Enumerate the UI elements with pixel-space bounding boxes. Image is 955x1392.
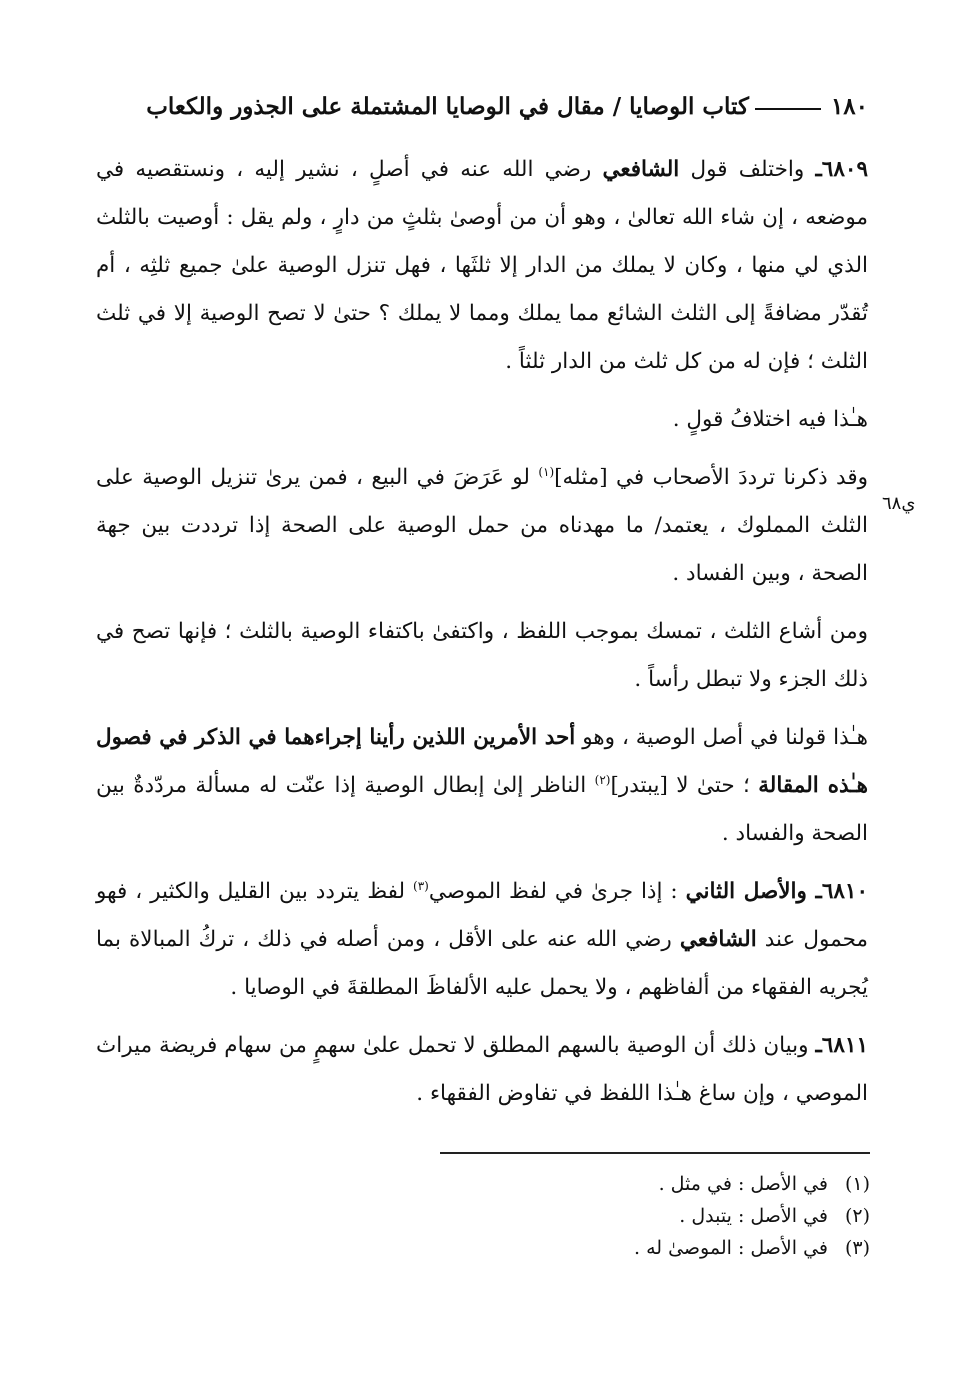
paragraph-number: ٦٨١١ـ (815, 1033, 868, 1058)
footnote-key: (٢) (844, 1205, 870, 1227)
footnote-ref-2[interactable]: (٢) (594, 772, 611, 787)
paragraph-6810 (96, 868, 868, 1012)
text-span: : إذا جرىٰ في لفظ الموصي (428, 879, 686, 904)
footnote-divider (440, 1152, 870, 1154)
paragraph-ishaa: ومن أشاع الثلث ، تمسك بموجب اللفظ ، واكتفىٰ باكتفاء الوصية بالثلث ؛ فإنها تصح في ذلك الجزء ولا تبطل رأساً . (96, 619, 868, 692)
paragraph-6809 (96, 146, 868, 386)
main-text (96, 146, 868, 1128)
bold-heading: والأصل الثاني (685, 879, 816, 904)
text-span: الناظر إلىٰ إبطال الوصية إذا عنّت له مسألة مردّدةٌ بين الصحة والفساد . (96, 773, 868, 846)
text-span: هـٰذا قولنا في أصل الوصية ، وهو (575, 725, 868, 750)
footnote-ref-3[interactable]: (٣) (413, 878, 429, 893)
margin-folio-note: ي٦٨ (882, 493, 916, 514)
footnote-item (440, 1232, 870, 1264)
running-header (92, 86, 868, 126)
text-span: ؛ حتىٰ لا [يبتدر] (610, 773, 759, 798)
bold-phrase: أحد الأمرين اللذين رأينا إجراءهما في الذكر في فصول هـٰذه المقالة (96, 725, 868, 798)
text-span: وقد ذكرنا ترددَ الأصحاب في [مثله] (554, 465, 868, 490)
footnotes (440, 1168, 870, 1264)
footnote-item (440, 1200, 870, 1232)
bold-term: الشافعي (679, 927, 757, 952)
text-span: لو عَرَضَ في البيع ، فمن يرىٰ تنزيل الوصية على الثلث المملوك ، يعتمد/ ما مهدناه من حمل الوصية على الصحة إذا ترددت بين جهة الصحة ، وبين الفساد . (96, 465, 868, 586)
footnote-text: في الأصل : الموصىٰ له . (633, 1237, 828, 1259)
paragraph-6811 (96, 1022, 868, 1118)
footnote-ref-1[interactable]: (١) (538, 464, 555, 479)
footnote-item (440, 1168, 870, 1200)
paragraph-number: ٦٨١٠ـ (815, 879, 869, 904)
footnote-text: في الأصل : يتبدل . (679, 1205, 828, 1227)
paragraph-asl (96, 714, 868, 858)
footnote-key: (٣) (844, 1237, 870, 1259)
text-span: لفظ يتردد بين القليل والكثير ، فهو محمول عند (96, 879, 868, 952)
bold-term: الشافعي (602, 157, 680, 182)
footnote-key: (١) (844, 1173, 870, 1195)
paragraph-number: ٦٨٠٩ـ (815, 157, 868, 182)
text-span: واختلف قول (679, 157, 816, 182)
footnote-text: في الأصل : في مثل . (658, 1173, 828, 1195)
header-title: كتاب الوصايا / مقال في الوصايا المشتملة على الجذور والكعاب (146, 92, 749, 120)
text-span: رضي الله عنه على الأقل ، ومن أصله في ذلك ، تركُ المبالاة بما يُجريه الفقهاء من ألفاظهم ، ولا يحمل عليه الألفاظَ المطلقةَ في الوصايا . (96, 927, 868, 1000)
page-number: ١٨٠ (830, 92, 868, 120)
header-rule (755, 108, 821, 110)
paragraph-ashab (96, 454, 868, 598)
text-span: رضي الله عنه في أصلٍ ، نشير إليه ، ونستقصيه في موضعه ، إن شاء الله تعالىٰ ، وهو أن من أوصىٰ بثلثٍ من دارٍ ، ولم يقل : أوصيت بالثلث الذي لي منها ، وكان لا يملك من الدار إلا ثلثَها ، فهل تنزل الوصية علىٰ جميع ثلثِه ، أم تُقدّر مضافةً إلى الثلث الشائع مما يملك ومما لا يملك ؟ حتىٰ لا تصح الوصية إلا في ثلث الثلث ؛ فإن له من كل ثلث من الدار ثلثاً . (96, 157, 868, 374)
text-span: وبيان ذلك أن الوصية بالسهم المطلق لا تحمل علىٰ سهمٍ من سهام فريضة ميراث الموصي ، وإن ساغ هـٰذا اللفظ في تفاوض الفقهاء . (96, 1033, 868, 1106)
paragraph-note: هـٰذا فيه اختلافُ قولٍ . (672, 407, 868, 432)
